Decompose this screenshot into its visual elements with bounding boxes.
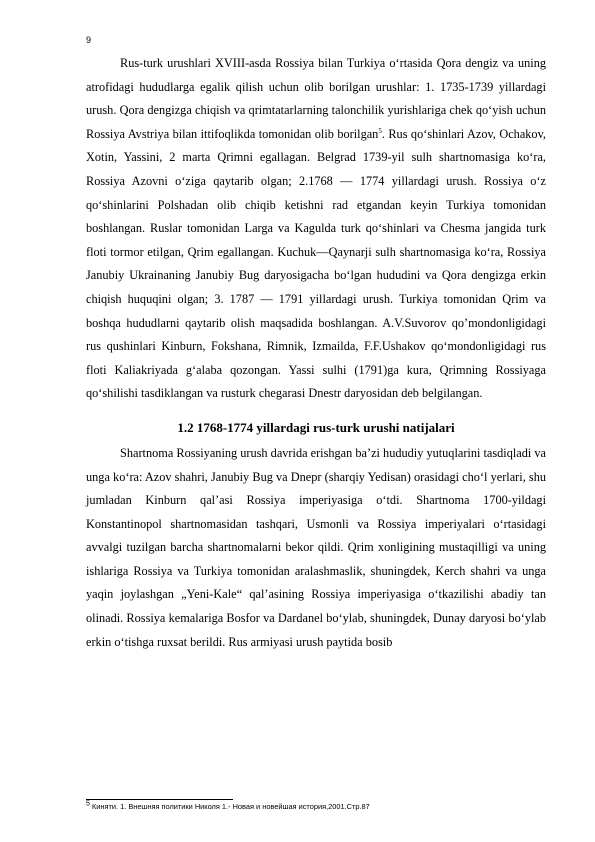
paragraph-treaty-results: Shartnoma Rossiyaning urush davrida erishgan baʼzi hududiy yutuqlarini tasdiqladi va unga koʻra: Azov shahri, Janubiy Bug va Dnepr (sharqiy Yedisan) orasidagi choʻl yerlari, shu jumladan Kinburn qal’asi Rossiya imperiyasiga oʻtdi. Shartnoma 1700-yildagi Konstantinopol shartnomasidan tashqari, Usmonli va Rossiya imperiyalari oʻrtasidagi avvalgi tuzilgan barcha shartnomalarni bekor qildi. Qrim xonligining mustaqilligi va uning ishlariga Rossiya va Turkiya tomonidan aralashmaslik, shuningdek, Kerch shahri va unga yaqin joylashgan „Yeni-Kale“ qal’asining Rossiya imperiyasiga oʻtkazilishi abadiy tan olinadi. Rossiya kemalariga Bosfor va Dardanel boʻylab, shuningdek, Dunay daryosi boʻylab erkin oʻtishga ruxsat berildi. Rus armiyasi urush paytida bosib [86,445,546,649]
footnote-divider [86,799,233,800]
paragraph-1-continuation: . Rus qoʻshinlari Azov, Ochakov, Xotin, Yassini, 2 marta Qrimni egallagan. Belgrad 1739-yil sulh shartnomasiga koʻra, Rossiya Azovni oʻziga qaytarib olgan; 2.1768 — 1774 yillardagi urush. Rossiya oʻz qoʻshinlarini Polshadan olib chiqib ketishni rad etgandan keyin Turkiya tomonidan boshlangan. Ruslar tomonidan Larga va Kagulda turk qoʻshinlari va Chesma jangida turk floti tormor etilgan, Qrim egallangan. Kuchuk—Qaynarji sulh shartnomasiga koʻra, Rossiya Janubiy Ukrainaning Janubiy Bug daryosigacha boʻlgan hududini va Qora dengizga erkin chiqish huquqini olgan; 3. 1787 — 1791 yillardagi urush. Turkiya tomonidan Qrim va boshqa hududlarni qaytarib olish maqsadida boshlangan. A.V.Suvorov qo’mondonligidagi rus qushinlari Kinburn, Fokshana, Rimnik, Izmailda, F.F.Ushakov qoʻmondonligidagi rus floti Kaliakriyada gʻalaba qozongan. Yassi sulhi (1791)ga kura, Qrimning Rossiyaga qoʻshilishi tasdiklangan va rusturk chegarasi Dnestr daryosidan deb belgilangan. [86,126,546,401]
footnote-text: Киняти. 1. Внешняя политики Николя 1.- Новая и новейшая история,2001.Стр.87 [89,802,370,811]
body-text [86,52,546,654]
paragraph-rus-turk-wars [86,52,546,406]
page-number: 9 [86,35,92,45]
footnote [86,802,546,812]
paragraph-1-text: Rus-turk urushlari XVIII-asda Rossiya bilan Turkiya oʻrtasida Qora dengiz va uning atrofidagi hududlarga egalik qilish uchun olib borilgan urushlar: 1. 1735-1739 yillardagi urush. Qora dengizga chiqish va qrimtatarlarning talonchilik yurishlariga chek qoʻyish uchun Rossiya Avstriya bilan ittifoqlikda tomonidan olib borilgan [86,56,546,141]
section-heading: 1.2 1768-1774 yillardagi rus-turk urushi natijalari [177,419,455,435]
footnote-marker: 5 [86,800,90,808]
footnote-reference[interactable]: 5 [378,126,382,135]
